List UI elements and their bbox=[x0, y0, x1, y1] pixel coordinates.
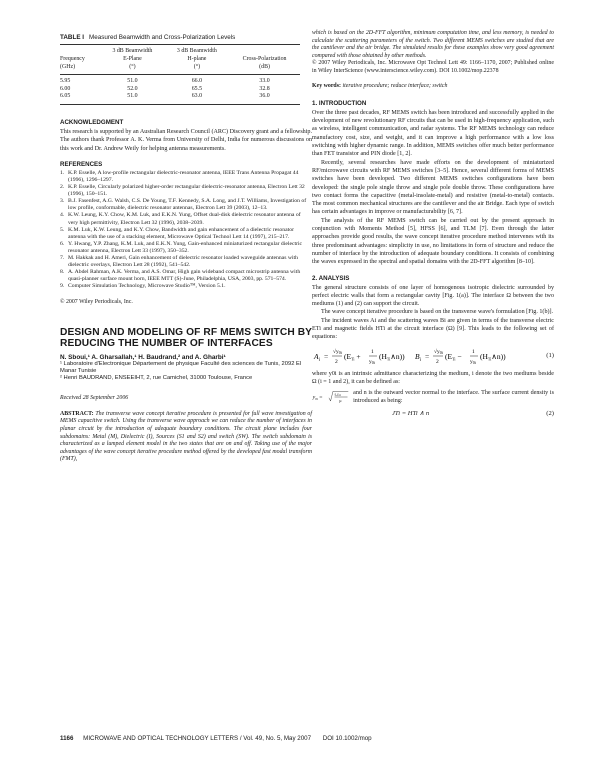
references-heading: REFERENCES bbox=[60, 160, 103, 168]
table-header-cell bbox=[229, 45, 300, 56]
table-row bbox=[60, 75, 300, 86]
abstract-body-left: The transverse wave concept iterative procedure is presented for full wave investigation of MEMS capacitive switch. Using the transverse wave approach we can reduce the number of interfaces in planar circuit by the introduction of adequate boundary conditions. The circuit plane includes four subdomains: Metal (M), Dielectric (I), Sources (S1 and S2) and switch (SW). The switch subdomain is characterized as a lumped element model in the two states that are on and off. Taking use of the major advantages of the wave concept iterative procedure method offered by the developed fast modal transform (FMT), bbox=[60, 410, 312, 463]
table-header-row-top bbox=[60, 45, 300, 56]
table-row bbox=[60, 93, 300, 104]
svg-text:=: = bbox=[425, 351, 430, 361]
abstract-text-left bbox=[60, 411, 312, 464]
table-cell: 51.0 bbox=[127, 93, 138, 100]
left-column bbox=[60, 34, 312, 464]
admittance-formula bbox=[312, 388, 554, 406]
table-cell: 65.5 bbox=[191, 85, 203, 92]
svg-text:Bi: $B_i$ bbox=[415, 351, 421, 363]
table-cell: 5.95 bbox=[60, 78, 71, 85]
equation-2-text: JTi = HTi ∧ n bbox=[392, 410, 430, 418]
reference-item bbox=[60, 227, 312, 241]
equation-1-graphic bbox=[312, 345, 512, 367]
reference-text: B.J. Fasenfest, A.G. Walsh, C.S. De Young, T.F. Kennedy, S.A. Long, and J.T. Williams, Investigation of low profile, conformable, dielectric resonator antennas, Electron Lett 39 (2003), 12–13. bbox=[68, 198, 307, 212]
table-caption bbox=[60, 34, 312, 42]
reference-item bbox=[60, 241, 312, 255]
reference-number: 4. bbox=[60, 212, 65, 219]
analysis-paragraph-4b: and n is the outward vector normal to the interface. The surface current density is introduced as being: bbox=[353, 389, 554, 405]
reference-number: 2. bbox=[60, 184, 65, 191]
table-header-cell bbox=[60, 45, 100, 56]
reference-item bbox=[60, 283, 312, 290]
equation-1-number: (1) bbox=[546, 352, 554, 360]
reference-number: 7. bbox=[60, 254, 65, 261]
right-column bbox=[312, 30, 554, 420]
reference-text: Computer Simulation Technology, Microwave Studio™, Version 5.1. bbox=[68, 283, 226, 290]
intro-paragraph-2: Recently, several researches have made efforts on the development of miniaturized RF/microwave circuits with RF MEMS switches [3–5]. Hence, several different forms of MEMS switches have been developed. Two different MEMS switches configurations have been developed: the single pole single throw and single pole double throw. These configurations have two contact forms the capacitive (metal-insolate-metal) and resistive (metal-to-metal) contacts. The most common mechanical structures are the cantilever and the air Bridge. Each type of switch has certain advantages in improve or manufacturability [6, 7]. bbox=[312, 159, 554, 216]
analysis-paragraph-1: The general structure consists of one layer of homogenous isotropic dielectric surrounded by perfect electric walls that form a rectangular cavity [Fig. 1(a)]. The interface Ω between the two mediums (1) and (2) can support the circuit. bbox=[312, 284, 554, 308]
analysis-heading: 2. ANALYSIS bbox=[312, 274, 350, 282]
reference-text: A. Abdel Rahman, A.K. Verma, and A.S. Omar, High gain wideband compact microstrip antenna with quasi-planner surface mount horn, IEEE MTT (S)-June, Philadelphia, USA, 2003, pp. 571–574. bbox=[68, 269, 301, 283]
svg-text:y0i: y0i bbox=[470, 358, 476, 365]
beamwidth-table bbox=[60, 44, 300, 105]
table-cell: 32.8 bbox=[259, 85, 270, 92]
reference-number: 5. bbox=[60, 226, 65, 233]
affiliation-1: ¹ Laboratoire d'Electronique Département de physique Faculté des sciences de Tunis, 2092 El Manar Tunisie bbox=[60, 361, 302, 375]
svg-text:2: 2 bbox=[335, 358, 338, 365]
publication-info: © 2007 Wiley Periodicals, Inc. Microwave Opt Technol Lett 49: 1166–1170, 2007; Published online in Wiley InterScience (www.interscience.wiley.com). DOI 10.1002/mop.22378 bbox=[312, 60, 554, 74]
svg-text:μ: μ bbox=[339, 398, 342, 404]
intro-paragraph-3: The analysis of the RF MEMS switch can be carried out by the present approach in conjunction with Moments Method [5], HFSS [6], and TLM [7]. Even through the latter approaches provide good results, the wave concept iterative procedure method intervenes with its three predominant advantages: simplicity in use, no limitations in form of structure and reduce the number of interface by the introduction of adequate boundary conditions. It consists of combining the waves expressed in the spectral and spatial domains with the 2D-FFT algorithm [8–10]. bbox=[312, 217, 554, 266]
analysis-paragraph-4: where y0i is an intrinsic admittance characterizing the medium, i denote the two mediums beside Ω (i = 1 and 2), it can be defined as: bbox=[312, 370, 554, 385]
svg-text:=: = bbox=[324, 351, 329, 361]
table-row bbox=[60, 86, 300, 94]
svg-text:1: 1 bbox=[371, 348, 374, 355]
svg-text:(ETi −: ($E_{Ti}$ − bbox=[445, 351, 462, 362]
article-authors: N. Sboui,¹ A. Gharsallah,¹ H. Baudrand,² and A. Gharbi¹ bbox=[60, 354, 226, 362]
reference-number: 6. bbox=[60, 240, 65, 247]
reference-number: 9. bbox=[60, 283, 65, 290]
table-cell: 63.0 bbox=[191, 93, 203, 100]
svg-text:(HTi∧n)): $(H_{Ti}\wedge n)$) bbox=[379, 351, 405, 362]
keywords-text: iterative procedure; reduce interface; switch bbox=[342, 82, 448, 89]
keywords-label: Key words: bbox=[312, 82, 341, 89]
table-header-row-mid bbox=[60, 56, 300, 64]
table-header-cell: (GHz) bbox=[60, 63, 76, 70]
svg-text:√y0i: √y0i bbox=[434, 348, 443, 355]
svg-text:1: 1 bbox=[472, 348, 475, 355]
table-cell: 6.05 bbox=[60, 93, 71, 100]
table-cell: 51.0 bbox=[127, 78, 138, 85]
table-header-cell: 3 dB Beamwidth bbox=[176, 48, 217, 55]
table-header-cell: (dB) bbox=[259, 63, 270, 70]
footer-doi: DOI 10.1002/mop bbox=[322, 735, 372, 742]
equation-2-number: (2) bbox=[546, 409, 554, 417]
table-header-cell: Cross-Polarization bbox=[242, 56, 287, 62]
svg-text:ε₀εri: $\varepsilon_0\varepsilon_{ri}$ bbox=[334, 392, 341, 398]
table-header-cell: E-Plane bbox=[123, 56, 142, 62]
ack-text: This research is supported by an Australian Research Council (ARC) Discovery grant and a fellowship. The authors thank Professor A. K. Verma from University of Delhi, India for numerous discussions on this work and Dr. Andrew Weily for helping antenna measurements. bbox=[60, 128, 312, 152]
reference-item bbox=[60, 198, 312, 212]
copyright-left: © 2007 Wiley Periodicals, Inc. bbox=[60, 299, 133, 306]
equation-2 bbox=[312, 409, 554, 417]
received-date: Received 28 September 2006 bbox=[60, 395, 129, 402]
table-header-row-unit bbox=[60, 64, 300, 75]
reference-list bbox=[60, 170, 312, 291]
reference-text: M. Hakkak and H. Ameri, Gain enhancement of dielectric resonator loaded waveguide antennas with dielectric overlays, Electron Lett 28 (1992), 541–542. bbox=[68, 254, 298, 269]
abstract-label: ABSTRACT: bbox=[60, 410, 94, 417]
svg-text:2: 2 bbox=[436, 358, 439, 365]
reference-text: K.P. Esselle, A low-profile rectangular dielectric-resonator antenna, IEEE Trans Antenna Propagat 44 (1996), 1296–1297. bbox=[68, 169, 299, 183]
reference-number: 8. bbox=[60, 269, 65, 276]
svg-text:(ETi +: ($E_{Ti}$ + bbox=[344, 351, 361, 362]
reference-text: K.P. Esselle, Circularly polarized higher-order rectangular dielectric-resonator antenna, Electron Lett 32 (1996), 150–151. bbox=[68, 184, 305, 198]
svg-text:y0i =: $y_{0i}$ = bbox=[312, 394, 323, 401]
journal-info: MICROWAVE AND OPTICAL TECHNOLOGY LETTERS / Vol. 49, No. 5, May 2007 bbox=[83, 735, 312, 742]
table-caption-text: Measured Beamwidth and Cross-Polarization Levels bbox=[89, 34, 236, 41]
reference-text: Y. Hwang, Y.P. Zhang, K.M. Luk, and E.K.N. Yung, Gain-enhanced miniaturized rectangular dielectric resonator antenna, Electron Lett 33 (1997), 350–352. bbox=[68, 240, 303, 254]
reference-text: K.M. Luk, K.W. Leung, and K.Y. Chow, Bandwidth and gain enhancement of a dielectric resonator antenna with the use of a stacking element, Microwave Optical Technol Lett 14 (1997), 215–217. bbox=[68, 226, 294, 240]
table-header-cell: Frequency bbox=[60, 56, 85, 62]
page-footer bbox=[60, 735, 560, 742]
equation-1 bbox=[312, 345, 554, 367]
table-cell: 6.00 bbox=[60, 85, 71, 92]
svg-text:(HTi∧n)): $(H_{Ti}\wedge n)$) bbox=[480, 351, 506, 362]
reference-item bbox=[60, 184, 312, 198]
intro-paragraph-1: Over the three past decades, RF MEMS switch has been introduced and successfully applied in the development of new revolutionary RF circuits that can be used in high-frequency application, such as wireless, intelligent communication, and radar systems. The RF MEMS technology can reduce manufactory cost, size, and weight, and it can improve a high performance with a low loss switching with higher dynamic range. In addition, MEMS switches offer much better performance than FET transistor and PIN diode [1, 2]. bbox=[312, 109, 554, 158]
reference-number: 3. bbox=[60, 198, 65, 205]
reference-item bbox=[60, 170, 312, 184]
table-header-cell: H-plane bbox=[187, 56, 207, 62]
intro-heading: 1. INTRODUCTION bbox=[312, 99, 367, 107]
table-header-cell: 3 dB Beamwidth bbox=[112, 48, 153, 55]
table-cell: 33.0 bbox=[259, 78, 270, 85]
article-title: DESIGN AND MODELING OF RF MEMS SWITCH BY REDUCING THE NUMBER OF INTERFACES bbox=[60, 326, 312, 349]
table-header-cell: (°) bbox=[193, 63, 201, 70]
admittance-formula-graphic bbox=[312, 388, 349, 406]
ack-heading: ACKNOWLEDGMENT bbox=[60, 118, 124, 126]
reference-text: K.W. Leung, K.Y. Chow, K.M. Luk, and E.K.N. Yung, Offset dual-disk dielectric resonator antenna of very high permittivity, Electron Lett 32 (1996), 2038–2039. bbox=[68, 212, 301, 226]
affiliation-2: ² Henri BAUDRAND, ENSEEIHT, 2, rue Camichel, 31000 Toulouse, France bbox=[60, 375, 253, 382]
reference-item bbox=[60, 269, 312, 283]
analysis-paragraph-3: The incident waves Ai and the scattering waves Bi are given in terms of the transverse electric ETi and magnetic fields HTi at the circuit interface (Ω) [9]. This leads to the following set of equations: bbox=[312, 317, 554, 341]
reference-item bbox=[60, 255, 312, 269]
page-number: 1166 bbox=[60, 735, 74, 742]
reference-item bbox=[60, 212, 312, 226]
svg-text:√y0i: √y0i bbox=[333, 348, 342, 355]
table-header-cell: (°) bbox=[129, 63, 136, 70]
table-cell: 52.0 bbox=[127, 85, 138, 92]
table-cell: 36.0 bbox=[259, 93, 270, 100]
analysis-paragraph-2: The wave concept iterative procedure is based on the transverse wave's formulation [Fig. 1(b)]. bbox=[321, 309, 554, 316]
table-cell: 66.0 bbox=[191, 78, 203, 85]
svg-text:y0i: y0i bbox=[369, 358, 375, 365]
abstract-body-right: which is based on the 2D-FFT algorithm, minimum computation time, and less memory, is needed to calculate the scattering parameters of the switch. Two different MEMS switches are studied that are the cantilever and the air bridge. The simulated results for these examples show very good agreement compared with those obtained by other methods. bbox=[312, 30, 554, 59]
reference-number: 1. bbox=[60, 169, 65, 176]
keywords bbox=[312, 82, 554, 90]
svg-text:Ai: $A_i$ bbox=[314, 351, 320, 363]
table-caption-label: TABLE I bbox=[60, 34, 85, 41]
